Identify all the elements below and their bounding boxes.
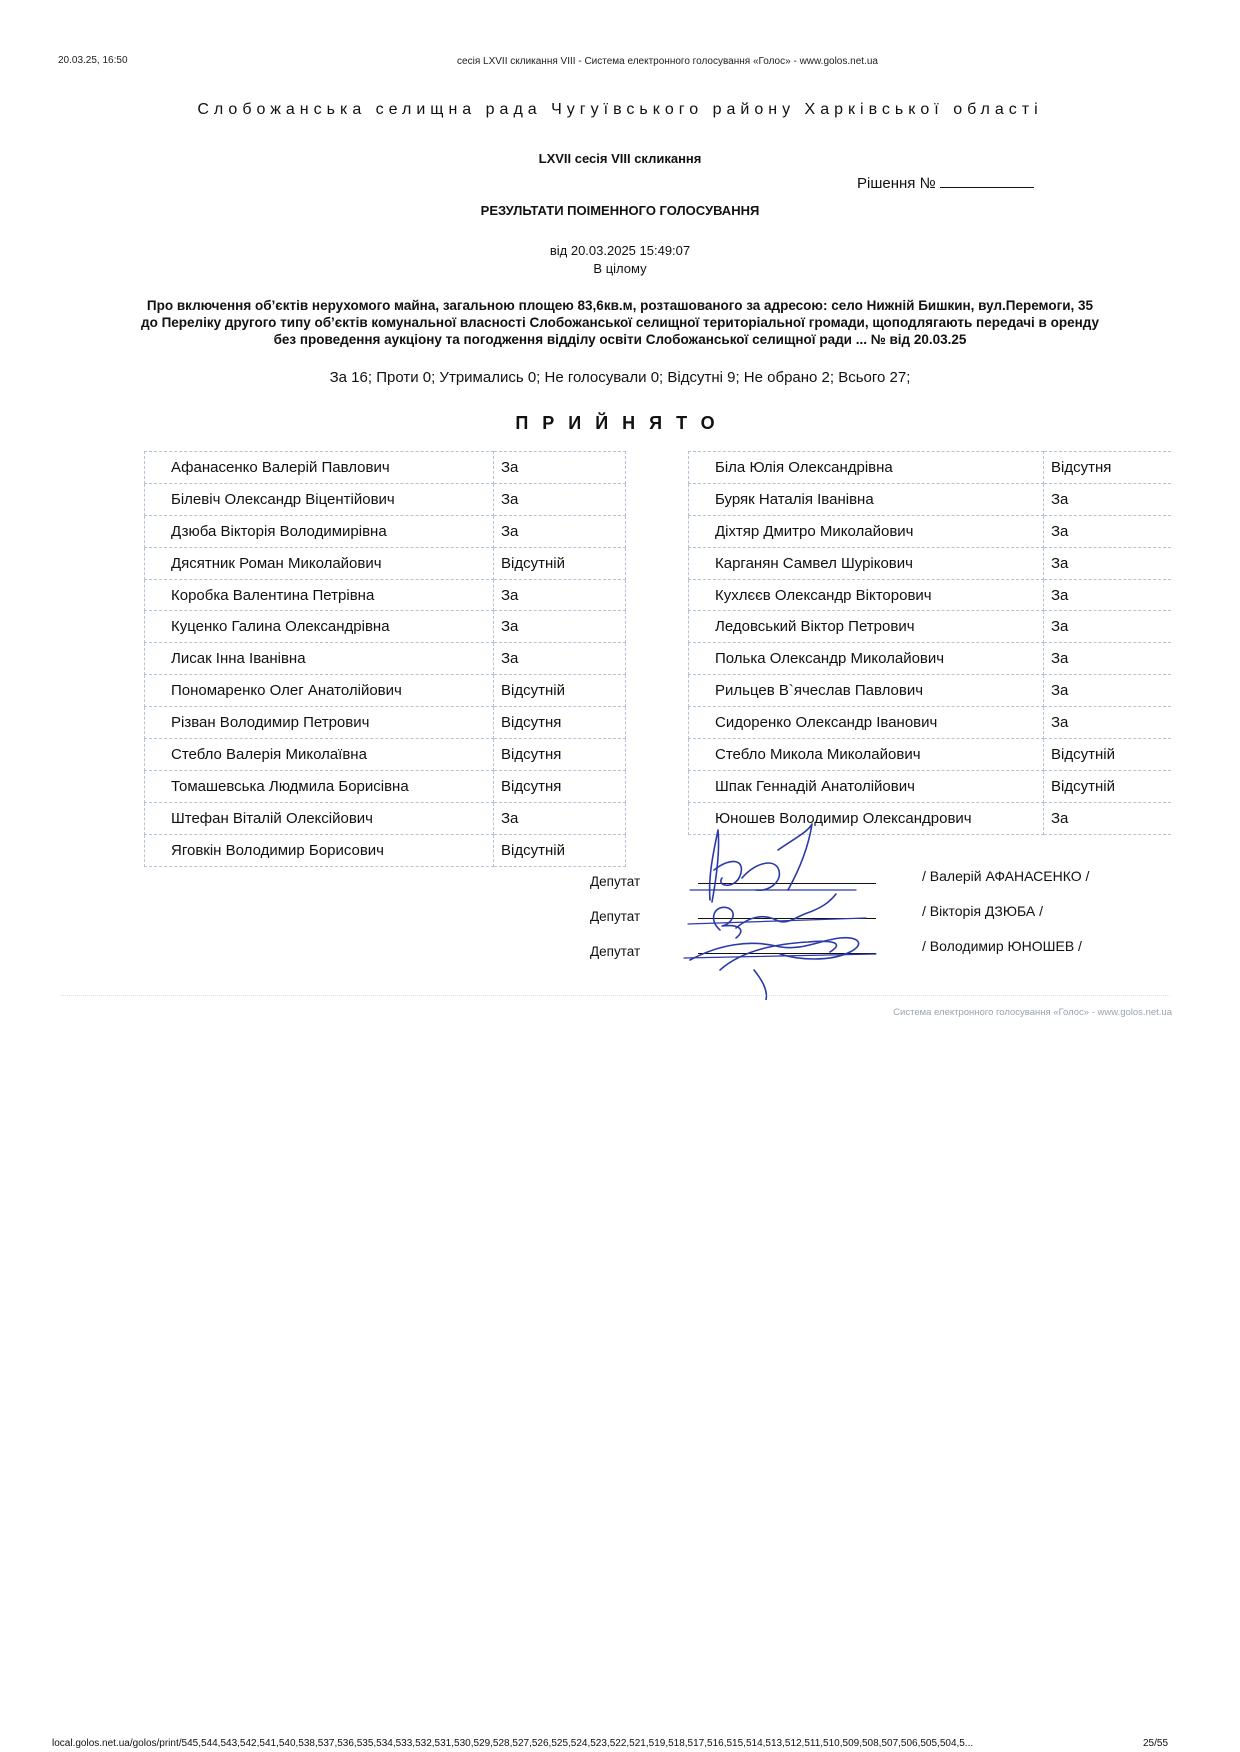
deputy-vote: Відсутній <box>494 834 626 866</box>
deputy-vote: Відсутня <box>494 707 626 739</box>
vote-row <box>145 834 626 866</box>
print-datetime: 20.03.25, 16:50 <box>58 55 128 66</box>
deputy-name: Штефан Віталій Олексійович <box>145 802 494 834</box>
deputy-vote: За <box>494 802 626 834</box>
deputy-name: Рильцев В`ячеслав Павлович <box>689 675 1044 707</box>
vote-row <box>689 770 1172 802</box>
signatory-name: / Вікторія ДЗЮБА / <box>922 903 1043 919</box>
motion-line: Про включення об’єктів нерухомого майна, загальною площею 83,6кв.м, розташованого за адресою: село Нижній Бишкин, вул.Перемоги, 35 <box>146 298 1094 313</box>
deputy-vote: Відсутня <box>1044 452 1172 484</box>
session-title: LXVII сесія VIII скликання <box>538 151 702 166</box>
deputy-name: Пономаренко Олег Анатолійович <box>145 675 494 707</box>
handwritten-signatures <box>680 820 920 1000</box>
deputy-name: Діхтяр Дмитро Миколайович <box>689 515 1044 547</box>
vote-row <box>145 547 626 579</box>
deputy-vote: Відсутня <box>494 739 626 771</box>
deputy-vote: За <box>1044 515 1172 547</box>
signatory-name: / Володимир ЮНОШЕВ / <box>922 938 1082 954</box>
decision-label: Рішення № <box>857 175 936 192</box>
signature-block <box>560 820 1200 1010</box>
deputy-name: Дзюба Вікторія Володимирівна <box>145 515 494 547</box>
vote-row <box>145 770 626 802</box>
result-status: ПРИЙНЯТО <box>515 413 729 433</box>
signature-stroke <box>742 863 779 890</box>
deputy-name: Карганян Самвел Шурікович <box>689 547 1044 579</box>
deputy-vote: За <box>494 483 626 515</box>
votes-table-right <box>688 451 1171 835</box>
page-number: 25/55 <box>1143 1738 1169 1749</box>
footer-divider <box>60 995 1170 996</box>
deputy-name: Ледовський Віктор Петрович <box>689 611 1044 643</box>
vote-row <box>145 611 626 643</box>
deputy-name: Буряк Наталія Іванівна <box>689 483 1044 515</box>
signature-stroke <box>778 824 812 890</box>
deputy-vote: За <box>1044 483 1172 515</box>
print-url: local.golos.net.ua/golos/print/545,544,543,542,541,540,538,537,536,535,534,533,532,531,530,529,528,527,526,525,524,523,522,521,519,518,517,516,515,514,513,512,511,510,509,508,507,506,505,504,5... <box>52 1738 974 1749</box>
vote-row <box>689 547 1172 579</box>
deputy-vote: За <box>1044 675 1172 707</box>
vote-row <box>689 643 1172 675</box>
deputy-name: Білевіч Олександр Віцентійович <box>145 483 494 515</box>
footer-system-note: Система електронного голосування «Голос» - www.golos.net.ua <box>893 1007 1172 1018</box>
deputy-vote: За <box>1044 707 1172 739</box>
vote-row <box>145 643 626 675</box>
deputy-name: Біла Юлія Олександрівна <box>689 452 1044 484</box>
vote-row <box>689 739 1172 771</box>
deputy-name: Афанасенко Валерій Павлович <box>145 452 494 484</box>
deputy-vote: За <box>494 579 626 611</box>
deputy-name: Сидоренко Олександр Іванович <box>689 707 1044 739</box>
results-title: РЕЗУЛЬТАТИ ПОІМЕННОГО ГОЛОСУВАННЯ <box>480 203 760 218</box>
vote-row <box>145 483 626 515</box>
decision-number <box>857 173 1034 192</box>
vote-row <box>689 452 1172 484</box>
vote-summary: За 16; Проти 0; Утримались 0; Не голосували 0; Відсутні 9; Не обрано 2; Всього 27; <box>329 369 911 386</box>
deputy-vote: За <box>494 452 626 484</box>
deputy-name: Лисак Інна Іванівна <box>145 643 494 675</box>
vote-row <box>689 611 1172 643</box>
deputy-name: Куценко Галина Олександрівна <box>145 611 494 643</box>
signature-stroke <box>710 830 719 902</box>
vote-row <box>689 707 1172 739</box>
deputy-name: Стебло Валерія Миколаївна <box>145 739 494 771</box>
votes-table-left <box>144 451 626 867</box>
vote-row <box>145 707 626 739</box>
signature-label: Депутат <box>590 874 641 889</box>
signature-label: Депутат <box>590 944 641 959</box>
deputy-name: Коробка Валентина Петрівна <box>145 579 494 611</box>
deputy-vote: За <box>494 611 626 643</box>
vote-row <box>145 739 626 771</box>
council-name: Слобожанська селищна рада Чугуївського району Харківської області <box>197 101 1043 118</box>
deputy-name: Юношев Володимир Олександрович <box>689 802 1044 834</box>
deputy-name: Кухлєєв Олександр Вікторович <box>689 579 1044 611</box>
deputy-name: Полька Олександр Миколайович <box>689 643 1044 675</box>
vote-row <box>145 579 626 611</box>
vote-row <box>145 675 626 707</box>
deputy-name: Шпак Геннадій Анатолійович <box>689 770 1044 802</box>
deputy-name: Різван Володимир Петрович <box>145 707 494 739</box>
deputy-name: Дясятник Роман Миколайович <box>145 547 494 579</box>
vote-row <box>689 515 1172 547</box>
vote-row <box>145 452 626 484</box>
decision-blank-line <box>940 173 1034 188</box>
vote-scope: В цілому <box>593 261 647 276</box>
deputy-vote: За <box>494 643 626 675</box>
deputy-vote: За <box>1044 802 1172 834</box>
deputy-name: Яговкін Володимир Борисович <box>145 834 494 866</box>
signatory-name: / Валерій АФАНАСЕНКО / <box>922 868 1090 884</box>
deputy-vote: За <box>1044 547 1172 579</box>
deputy-vote: Відсутній <box>1044 739 1172 771</box>
deputy-vote: За <box>1044 579 1172 611</box>
deputy-name: Стебло Микола Миколайович <box>689 739 1044 771</box>
deputy-vote: За <box>1044 611 1172 643</box>
signature-label: Депутат <box>590 909 641 924</box>
vote-row <box>689 579 1172 611</box>
vote-row <box>145 802 626 834</box>
motion-line: до Переліку другого типу об’єктів комунальної власності Слобожанської селищної територіальної громади, щоподлягають передачі в оренду <box>141 315 1099 330</box>
vote-datetime: від 20.03.2025 15:49:07 <box>549 243 691 258</box>
deputy-name: Томашевська Людмила Борисівна <box>145 770 494 802</box>
signature-stroke <box>736 894 836 928</box>
motion-line: без проведення аукціону та погодження відділу освіти Слобожанської селищної ради ... № від 20.03.25 <box>273 332 967 347</box>
vote-row <box>145 515 626 547</box>
vote-row <box>689 675 1172 707</box>
vote-row <box>689 483 1172 515</box>
deputy-vote: За <box>1044 643 1172 675</box>
print-title: сесія LXVII скликання VIII - Система електронного голосування «Голос» - www.golos.net.ua <box>457 56 878 67</box>
motion-text <box>60 297 1180 348</box>
deputy-vote: Відсутня <box>494 770 626 802</box>
deputy-vote: За <box>494 515 626 547</box>
deputy-vote: Відсутній <box>494 675 626 707</box>
deputy-vote: Відсутній <box>1044 770 1172 802</box>
deputy-vote: Відсутній <box>494 547 626 579</box>
